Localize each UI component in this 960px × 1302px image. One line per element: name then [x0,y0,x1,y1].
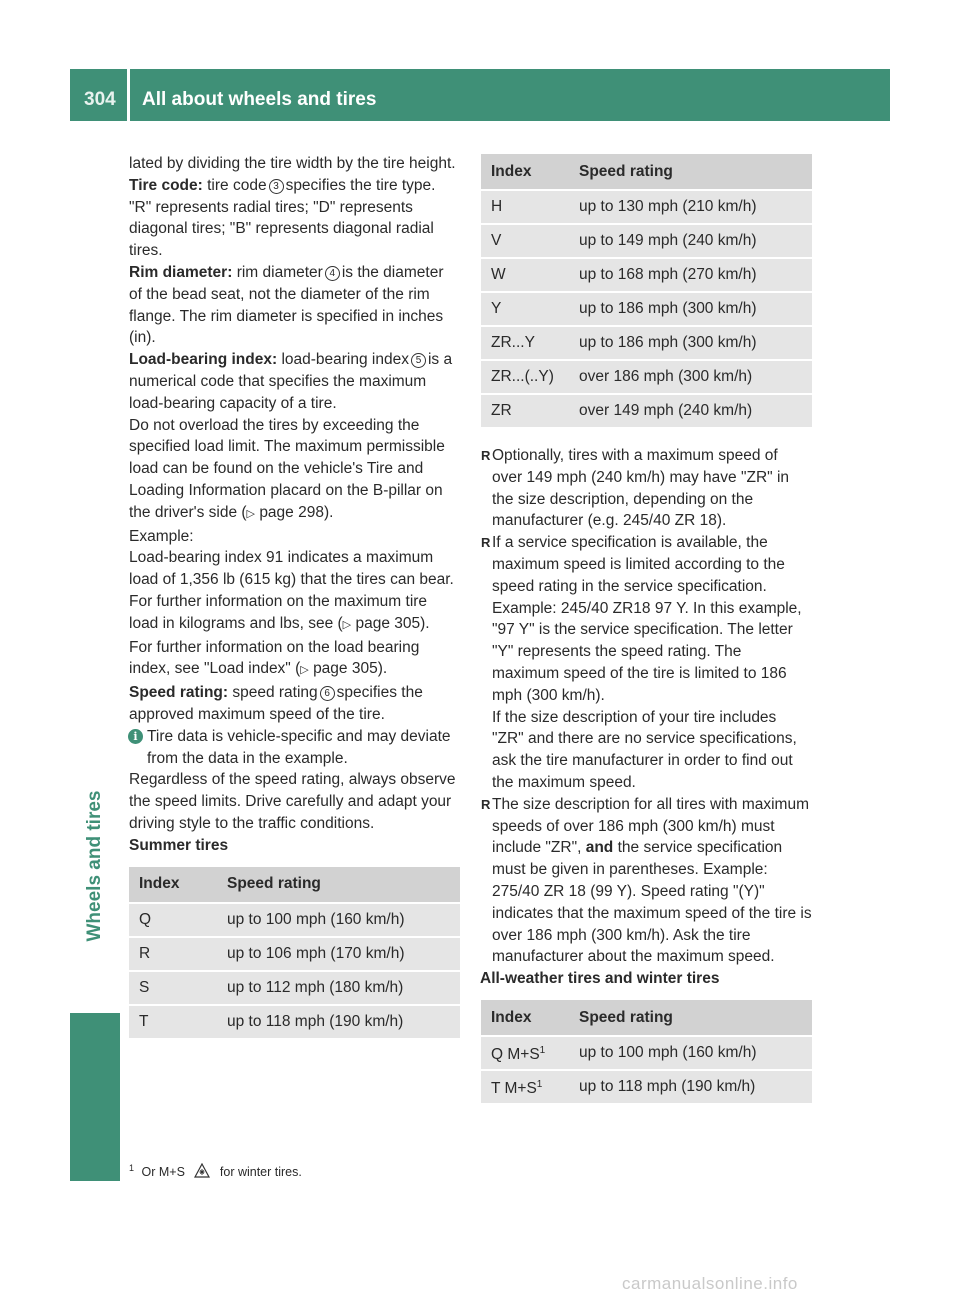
speed-cell: up to 118 mph (190 km/h) [217,1006,460,1038]
index-cell: ZR...Y [481,327,569,359]
winter-tires-heading: All-weather tires and winter tires [480,970,720,988]
bullet-list [481,445,812,968]
table-row [481,395,812,427]
table-row [481,327,812,359]
index-text: T M+S [491,1080,537,1098]
speed-cell: over 186 mph (300 km/h) [569,361,812,393]
footnote-number: 1 [129,1163,135,1173]
table-row [129,904,460,936]
text: Do not overload the tires by exceeding the specified load limit. The maximum permissible load can be found on the vehicle's Tire and Loading Information placard on the B-pillar on the driver's side ( [129,416,445,521]
index-cell: H [481,191,569,223]
speed-cell: up to 100 mph (160 km/h) [569,1037,812,1069]
tire-code-paragraph [129,175,460,262]
term-label: Load-bearing index: [129,351,278,369]
index-text: Q M+S [491,1046,540,1064]
speed-rating-paragraph [129,682,460,726]
speed-cell: up to 149 mph (240 km/h) [569,225,812,257]
callout-marker: 4 [325,266,340,281]
text: If the size description of your tire includes "ZR" and there are no service specifications, ask the tire manufacturer in order to find out the maximum speed. [492,708,797,791]
table-row [129,1006,460,1038]
table-row [481,225,812,257]
text: specifies the approved maximum speed of the tire. [129,684,423,723]
summer-tires-heading: Summer tires [129,836,229,854]
column-header: Index [481,154,569,189]
page-ref-icon: ▷ [300,664,309,677]
callout-marker: 3 [269,179,284,194]
text: the service specification must be given in parentheses. Example: 275/40 ZR 18 (99 Y). Speed rating "(Y)" indicates that the maximum speed of the tire is over 186 mph (300 km/h). Ask the tire manufacturer about the maximum speed. [492,839,812,966]
footnote-text: Or M+S [141,1165,185,1180]
table-row [129,972,460,1004]
winter-tires-table [481,998,812,1105]
table-header-row [129,867,460,902]
column-header: Speed rating [569,154,812,189]
index-cell [481,1071,569,1103]
text: is the diameter of the bead seat, not the diameter of the rim flange. The rim diameter is specified in inches (in). [129,263,444,347]
text: If a service specification is available, the maximum speed is limited according to the speed rating in the service specification. Example: 245/40 ZR18 97 Y. In this example, "97 Y" is the service specification. The letter "Y" represents the speed rating. The maximum speed of the tire is limited to 186 mph (300 km/h). [492,534,802,704]
speed-cell: up to 186 mph (300 km/h) [569,293,812,325]
page-number: 304 [84,89,116,110]
column-header: Index [481,1000,569,1035]
text: Load-bearing index 91 indicates a maximum load of 1,356 lb (615 kg) that the tires can bear. For further information on the maximum tire load in kilograms and lbs, see ( [129,549,454,632]
page-header [70,69,890,121]
footnote-ref[interactable]: 1 [539,1044,546,1056]
text: load-bearing index [281,351,409,369]
example-label: Example: [129,527,194,545]
table-row [481,1071,812,1103]
info-icon: i [128,729,143,744]
table-row [481,259,812,291]
speed-cell: up to 130 mph (210 km/h) [569,191,812,223]
index-cell: R [129,938,217,970]
index-cell: Y [481,293,569,325]
column-header: Index [129,867,217,902]
table-row [481,191,812,223]
text: The size description for all tires with maximum speeds of over 186 mph (300 km/h) must include "ZR", [492,795,809,857]
index-cell: S [129,972,217,1004]
speed-cell: up to 118 mph (190 km/h) [569,1071,812,1103]
section-sidebar [70,121,120,1181]
section-tab [70,1013,120,1181]
term-label: Speed rating: [129,684,229,702]
paragraph: Regardless of the speed rating, always observe the speed limits. Drive carefully and adapt your driving style to the traffic conditions. [129,771,456,832]
text: tire code [207,176,267,194]
page-reference-link[interactable]: page 305). [355,614,430,632]
speed-cell: up to 100 mph (160 km/h) [217,904,460,936]
emphasis: and [585,839,614,857]
table-row [481,293,812,325]
index-cell: Q [129,904,217,936]
index-cell: V [481,225,569,257]
speed-cell: up to 168 mph (270 km/h) [569,259,812,291]
text: For further information on the load bearing index, see "Load index" ( [129,638,420,678]
table-header-row [481,1000,812,1035]
right-column [481,153,812,1105]
note-text: Tire data is vehicle-specific and may deviate from the data in the example. [147,727,451,767]
speed-cell: up to 112 mph (180 km/h) [217,972,460,1004]
page-reference-link[interactable]: page 305). [313,660,388,678]
term-label: Rim diameter: [129,263,233,281]
page-ref-icon: ▷ [246,507,255,520]
term-label: Tire code: [129,176,203,194]
table-header-row [481,154,812,189]
page-title: All about wheels and tires [142,89,377,110]
bullet-icon: R [481,796,491,812]
watermark: carmanualsonline.info [622,1274,798,1293]
callout-marker: 5 [411,353,426,368]
index-cell: ZR [481,395,569,427]
table-row [481,361,812,393]
speed-cell: up to 186 mph (300 km/h) [569,327,812,359]
text: is a numerical code that specifies the maximum load-bearing capacity of a tire. [129,351,453,412]
bullet-icon: R [481,535,491,551]
overload-paragraph [129,415,460,526]
snowflake-mountain-icon [194,1163,210,1178]
page-reference-link[interactable]: page 298). [259,503,334,521]
info-note [129,726,460,770]
left-column [129,153,460,1040]
footnote-text: for winter tires. [219,1165,302,1180]
list-item [481,794,812,968]
footnote-ref[interactable]: 1 [536,1078,543,1090]
text: specifies the tire type. "R" represents radial tires; "D" represents diagonal tires; "B" represents diagonal radial tires. [129,176,436,260]
section-label: Wheels and tires [84,790,105,942]
high-speed-tires-table [481,152,812,429]
header-divider [127,69,130,121]
column-header: Speed rating [217,867,460,902]
further-info-paragraph [129,637,460,683]
speed-cell: up to 106 mph (170 km/h) [217,938,460,970]
text: speed rating [232,684,318,702]
load-index-paragraph [129,349,460,414]
text: Optionally, tires with a maximum speed of over 149 mph (240 km/h) may have "ZR" in the size description, depending on the manufacturer (e.g. 245/40 ZR 18). [492,447,790,530]
page-ref-icon: ▷ [342,618,352,631]
column-header: Speed rating [569,1000,812,1035]
index-cell [481,1037,569,1069]
rim-diameter-paragraph [129,262,460,349]
speed-cell: over 149 mph (240 km/h) [569,395,812,427]
paragraph: lated by dividing the tire width by the tire height. [129,155,456,172]
example-paragraph [129,547,460,636]
index-cell: T [129,1006,217,1038]
bullet-icon: R [481,448,491,463]
callout-marker: 6 [320,686,335,701]
table-row [129,938,460,970]
list-item [481,532,812,794]
index-cell: ZR...(..Y) [481,361,569,393]
index-cell: W [481,259,569,291]
table-row [481,1037,812,1069]
footnote [129,1163,302,1179]
summer-tires-table [129,865,460,1040]
list-item [481,445,812,532]
text: rim diameter [236,263,323,281]
